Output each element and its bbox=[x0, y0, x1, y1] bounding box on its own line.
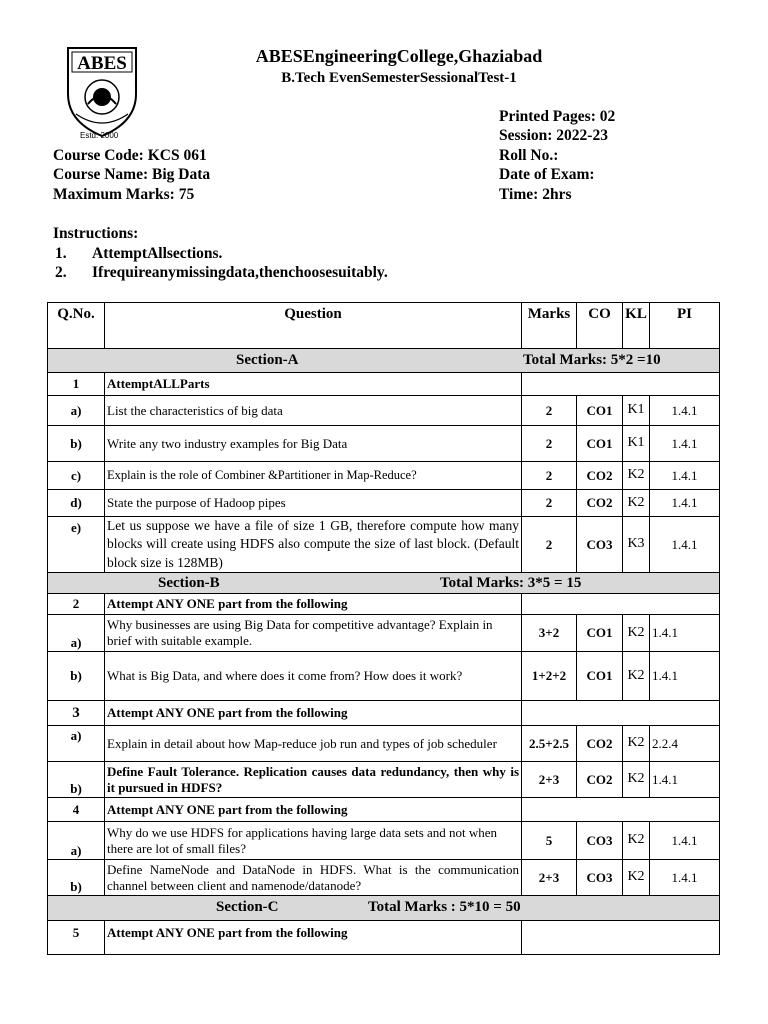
section-a-total: Total Marks: 5*2 =10 bbox=[523, 352, 661, 368]
question-number: 2 bbox=[48, 594, 105, 615]
question-part-row bbox=[48, 822, 720, 860]
part-text: List the characteristics of big data bbox=[105, 396, 522, 426]
instructions-heading: Instructions: bbox=[53, 225, 139, 242]
question-part-row bbox=[48, 860, 720, 896]
part-marks: 5 bbox=[522, 822, 577, 860]
part-marks: 3+2 bbox=[522, 615, 577, 652]
part-pi: 1.4.1 bbox=[650, 426, 720, 462]
question-number: 4 bbox=[48, 798, 105, 822]
question-text: AttemptALLParts bbox=[105, 373, 522, 396]
part-label: b) bbox=[48, 652, 105, 701]
part-pi: 1.4.1 bbox=[650, 462, 720, 490]
part-co: CO3 bbox=[577, 517, 623, 573]
question-text: Attempt ANY ONE part from the following bbox=[105, 921, 522, 955]
part-co: CO2 bbox=[577, 462, 623, 490]
part-text: Define NameNode and DataNode in HDFS. What is the communication channel between client and namenode/datanode? bbox=[105, 860, 522, 896]
question-part-row bbox=[48, 462, 720, 490]
printed-pages: Printed Pages: 02 bbox=[499, 108, 616, 125]
part-co: CO2 bbox=[577, 726, 623, 762]
part-co: CO3 bbox=[577, 860, 623, 896]
section-b-total: Total Marks: 3*5 = 15 bbox=[440, 575, 582, 591]
question-part-row bbox=[48, 517, 720, 573]
part-kl: K2 bbox=[623, 652, 650, 701]
part-marks: 2+3 bbox=[522, 860, 577, 896]
part-marks: 2 bbox=[522, 517, 577, 573]
question-part-row bbox=[48, 726, 720, 762]
part-label: b) bbox=[48, 762, 105, 798]
part-text: Let us suppose we have a file of size 1 GB, therefore compute how many blocks will create using HDFS also compute the size of last block. (Default block size is 128MB) bbox=[105, 517, 522, 573]
instruction-text: AttemptAllsections. bbox=[92, 245, 223, 262]
part-pi: 1.4.1 bbox=[650, 652, 720, 701]
question-text: Attempt ANY ONE part from the following bbox=[105, 594, 522, 615]
part-label: a) bbox=[48, 726, 105, 762]
question-row bbox=[48, 921, 720, 955]
section-b-row bbox=[48, 573, 720, 594]
part-text: What is Big Data, and where does it come from? How does it work? bbox=[105, 652, 522, 701]
part-kl: K2 bbox=[623, 860, 650, 896]
part-marks: 2 bbox=[522, 462, 577, 490]
part-label: b) bbox=[48, 426, 105, 462]
part-co: CO1 bbox=[577, 426, 623, 462]
part-label: b) bbox=[48, 860, 105, 896]
part-text: Write any two industry examples for Big Data bbox=[105, 426, 522, 462]
roll-no: Roll No.: bbox=[499, 147, 559, 164]
part-text: State the purpose of Hadoop pipes bbox=[105, 490, 522, 517]
part-label: d) bbox=[48, 490, 105, 517]
part-co: CO1 bbox=[577, 652, 623, 701]
part-pi: 1.4.1 bbox=[650, 490, 720, 517]
test-name: B.Tech EvenSemesterSessionalTest-1 bbox=[281, 70, 517, 86]
part-marks: 2 bbox=[522, 426, 577, 462]
part-pi: 1.4.1 bbox=[650, 822, 720, 860]
question-part-row bbox=[48, 490, 720, 517]
part-text: Why do we use HDFS for applications having large data sets and not when there are lot of small files? bbox=[105, 822, 522, 860]
question-part-row bbox=[48, 762, 720, 798]
part-pi: 1.4.1 bbox=[650, 396, 720, 426]
part-kl: K2 bbox=[623, 726, 650, 762]
section-c-row bbox=[48, 896, 720, 921]
header-kl: KL bbox=[623, 303, 650, 349]
part-text: Define Fault Tolerance. Replication causes data redundancy, then why is it pursued in HDFS? bbox=[105, 762, 522, 798]
maximum-marks: Maximum Marks: 75 bbox=[53, 186, 195, 203]
instruction-number: 1. bbox=[55, 245, 67, 262]
part-kl: K2 bbox=[623, 490, 650, 517]
part-co: CO3 bbox=[577, 822, 623, 860]
question-row bbox=[48, 701, 720, 726]
part-pi: 1.4.1 bbox=[650, 615, 720, 652]
college-name: ABESEngineeringCollege,Ghaziabad bbox=[255, 46, 543, 66]
part-marks: 2 bbox=[522, 490, 577, 517]
question-part-row bbox=[48, 426, 720, 462]
question-text: Attempt ANY ONE part from the following bbox=[105, 798, 522, 822]
part-label: e) bbox=[48, 517, 105, 573]
part-kl: K3 bbox=[623, 517, 650, 573]
part-kl: K1 bbox=[623, 426, 650, 462]
part-kl: K1 bbox=[623, 396, 650, 426]
part-text: Why businesses are using Big Data for competitive advantage? Explain in brief with suitable example. bbox=[105, 615, 522, 652]
question-table bbox=[47, 302, 720, 955]
question-part-row bbox=[48, 615, 720, 652]
part-marks: 2 bbox=[522, 396, 577, 426]
question-row bbox=[48, 798, 720, 822]
exam-time: Time: 2hrs bbox=[499, 186, 572, 203]
question-number: 5 bbox=[48, 921, 105, 955]
section-c-total: Total Marks : 5*10 = 50 bbox=[368, 899, 521, 915]
course-code: Course Code: KCS 061 bbox=[53, 147, 207, 164]
part-text: Explain in detail about how Map-reduce job run and types of job scheduler bbox=[105, 726, 522, 762]
instruction-text: Ifrequireanymissingdata,thenchoosesuitably. bbox=[92, 264, 388, 281]
part-kl: K2 bbox=[623, 615, 650, 652]
part-kl: K2 bbox=[623, 762, 650, 798]
question-number: 1 bbox=[48, 373, 105, 396]
part-pi: 2.2.4 bbox=[650, 726, 720, 762]
part-marks: 2.5+2.5 bbox=[522, 726, 577, 762]
part-co: CO1 bbox=[577, 615, 623, 652]
part-pi: 1.4.1 bbox=[650, 517, 720, 573]
course-name: Course Name: Big Data bbox=[53, 166, 211, 183]
question-text: Attempt ANY ONE part from the following bbox=[105, 701, 522, 726]
part-label: a) bbox=[48, 822, 105, 860]
part-co: CO2 bbox=[577, 490, 623, 517]
header-pi: PI bbox=[650, 303, 720, 349]
section-b-title: Section-B bbox=[158, 575, 220, 591]
part-label: a) bbox=[48, 615, 105, 652]
question-part-row bbox=[48, 652, 720, 701]
question-row bbox=[48, 594, 720, 615]
part-marks: 2+3 bbox=[522, 762, 577, 798]
part-label: c) bbox=[48, 462, 105, 490]
section-a-row bbox=[48, 349, 720, 373]
part-text: Explain is the role of Combiner &Partitioner in Map-Reduce? bbox=[105, 462, 522, 490]
part-pi: 1.4.1 bbox=[650, 860, 720, 896]
part-kl: K2 bbox=[623, 822, 650, 860]
question-row bbox=[48, 373, 720, 396]
logo-estd: Estd. 2000 bbox=[80, 131, 119, 140]
header-marks: Marks bbox=[522, 303, 577, 349]
logo-text: ABES bbox=[77, 53, 127, 74]
instruction-number: 2. bbox=[55, 264, 67, 281]
part-co: CO1 bbox=[577, 396, 623, 426]
session: Session: 2022-23 bbox=[499, 127, 608, 144]
part-pi: 1.4.1 bbox=[650, 762, 720, 798]
part-kl: K2 bbox=[623, 462, 650, 490]
table-header-row bbox=[48, 303, 720, 349]
section-c-title: Section-C bbox=[216, 899, 279, 915]
header-qno: Q.No. bbox=[48, 303, 105, 349]
part-co: CO2 bbox=[577, 762, 623, 798]
date-of-exam: Date of Exam: bbox=[499, 166, 595, 183]
question-number: 3 bbox=[48, 701, 105, 726]
part-marks: 1+2+2 bbox=[522, 652, 577, 701]
section-a-title: Section-A bbox=[236, 352, 299, 368]
question-part-row bbox=[48, 396, 720, 426]
header-question: Question bbox=[105, 303, 522, 349]
header-co: CO bbox=[577, 303, 623, 349]
part-label: a) bbox=[48, 396, 105, 426]
